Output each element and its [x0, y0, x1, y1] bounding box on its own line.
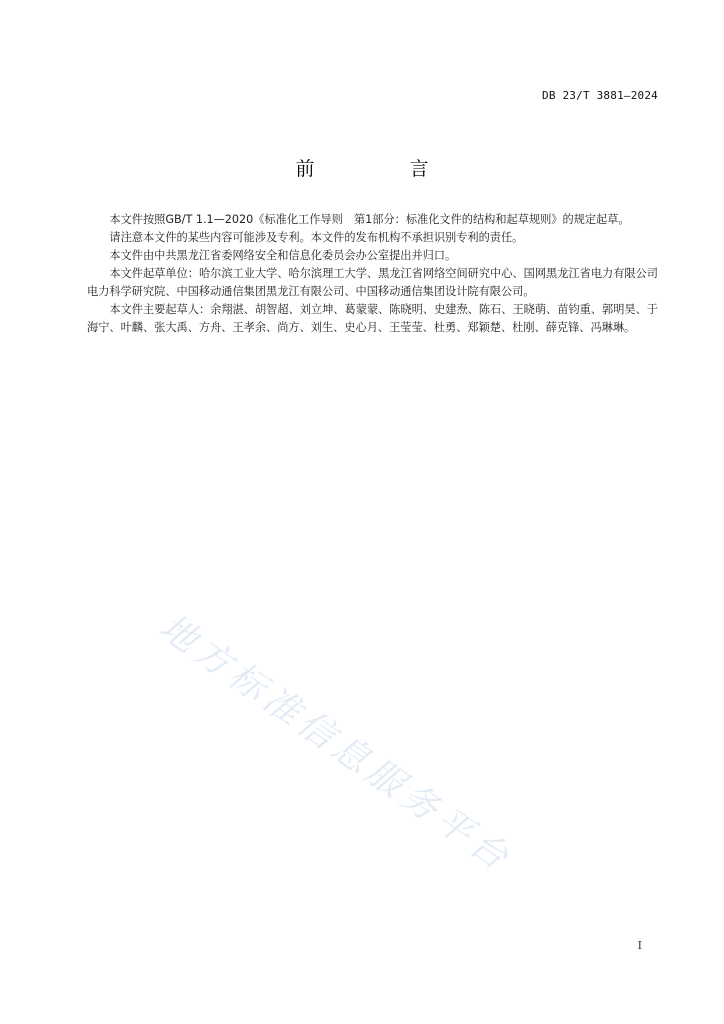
page-number: I: [637, 939, 642, 952]
paragraph-drafting-units: 本文件起草单位：哈尔滨工业大学、哈尔滨理工大学、黑龙江省网络空间研究中心、国网黑龙江省电力有限公司电力科学研究院、中国移动通信集团黑龙江有限公司、中国移动通信集团设计院有限公司。: [87, 267, 658, 298]
foreword-body: [87, 211, 658, 337]
paragraph-drafters: 本文件主要起草人：余翔湛、胡智超、刘立坤、葛蒙蒙、陈晓明、史建焘、陈石、王晓萌、苗钧重、郭明昊、于海宁、叶麟、张大禹、方舟、王孝余、尚方、刘生、史心月、王莹莹、杜勇、郑颖楚、杜刚、薛克锋、冯琳琳。: [87, 303, 658, 334]
page-title: 前 言: [295, 158, 467, 180]
standard-code: DB 23/T 3881—2024: [542, 89, 658, 102]
paragraph-proposer: 本文件由中共黑龙江省委网络安全和信息化委员会办公室提出并归口。: [109, 249, 457, 262]
watermark: 地方标准信息服务平台: [151, 606, 520, 882]
paragraph-patent-notice: 请注意本文件的某些内容可能涉及专利。本文件的发布机构不承担识别专利的责任。: [109, 231, 524, 244]
paragraph-drafting-rules: 本文件按照GB/T 1.1—2020《标准化工作导则 第1部分：标准化文件的结构和起草规则》的规定起草。: [109, 213, 630, 226]
